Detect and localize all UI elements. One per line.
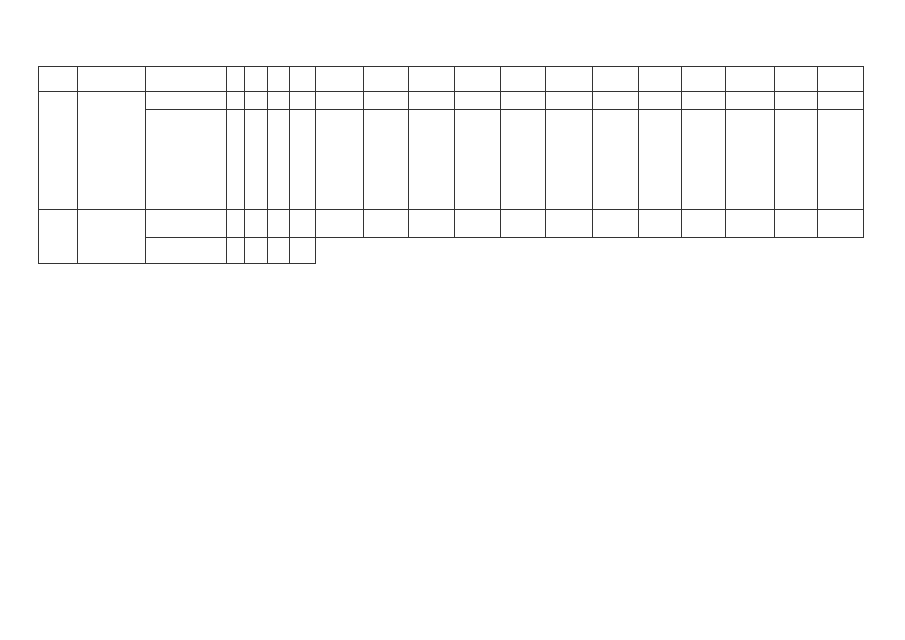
header-row <box>39 67 864 92</box>
table-cell <box>774 92 818 110</box>
column-header <box>245 67 267 92</box>
table-cell <box>363 110 409 210</box>
table-cell <box>245 92 267 110</box>
table-cell <box>316 92 364 110</box>
column-header <box>818 67 864 92</box>
column-header <box>639 67 682 92</box>
table-cell <box>818 92 864 110</box>
column-header <box>39 67 78 92</box>
table-row <box>39 210 864 238</box>
table-cell <box>592 210 639 238</box>
table-cell <box>409 210 455 238</box>
table-cell <box>774 210 818 238</box>
table-cell <box>267 210 289 238</box>
table-cell <box>592 110 639 210</box>
table-cell <box>500 110 546 210</box>
table-cell <box>546 110 593 210</box>
column-header <box>774 67 818 92</box>
table-cell <box>500 210 546 238</box>
table-cell <box>245 110 267 210</box>
table-row <box>39 238 864 264</box>
table-cell <box>316 210 364 238</box>
column-header <box>363 67 409 92</box>
description-cell <box>78 92 146 210</box>
column-header <box>454 67 500 92</box>
table-cell <box>290 210 316 238</box>
table-cell <box>546 92 593 110</box>
table-cell <box>146 110 227 210</box>
table-cell <box>409 92 455 110</box>
table-cell <box>454 92 500 110</box>
table-cell <box>227 92 245 110</box>
table-cell <box>363 92 409 110</box>
table-cell <box>363 210 409 238</box>
table-cell <box>146 238 227 264</box>
column-header <box>227 67 245 92</box>
table-cell <box>681 110 726 210</box>
table-cell <box>592 92 639 110</box>
table-cell <box>245 238 267 264</box>
table-cell <box>818 110 864 210</box>
table-cell <box>726 92 775 110</box>
project-cell <box>39 210 78 264</box>
table-cell <box>227 238 245 264</box>
table-cell <box>681 92 726 110</box>
table-cell <box>267 92 289 110</box>
table-cell <box>290 92 316 110</box>
budget-table <box>38 66 864 264</box>
table-cell <box>245 210 267 238</box>
column-header <box>146 67 227 92</box>
table-cell <box>726 210 775 238</box>
table-cell <box>818 210 864 238</box>
table-cell <box>267 110 289 210</box>
table-cell <box>639 110 682 210</box>
column-header <box>78 67 146 92</box>
table-cell <box>227 210 245 238</box>
table-cell <box>146 210 227 238</box>
table-cell <box>316 110 364 210</box>
table-cell <box>409 110 455 210</box>
table-cell <box>227 110 245 210</box>
table-cell <box>146 92 227 110</box>
table-cell <box>290 110 316 210</box>
table-cell <box>454 110 500 210</box>
column-header <box>500 67 546 92</box>
table-row <box>39 110 864 210</box>
column-header <box>290 67 316 92</box>
table-cell <box>639 92 682 110</box>
table-cell <box>726 110 775 210</box>
table-cell <box>500 92 546 110</box>
column-header <box>409 67 455 92</box>
table-cell <box>267 238 289 264</box>
column-header <box>316 67 364 92</box>
table-cell <box>681 210 726 238</box>
column-header <box>546 67 593 92</box>
table-row <box>39 92 864 110</box>
column-header <box>592 67 639 92</box>
table-cell <box>639 210 682 238</box>
column-header <box>267 67 289 92</box>
column-header <box>681 67 726 92</box>
table-cell <box>454 210 500 238</box>
column-header <box>726 67 775 92</box>
table-cell <box>290 238 316 264</box>
table-cell <box>774 110 818 210</box>
project-cell <box>39 92 78 210</box>
description-cell <box>78 210 146 264</box>
table-cell <box>546 210 593 238</box>
